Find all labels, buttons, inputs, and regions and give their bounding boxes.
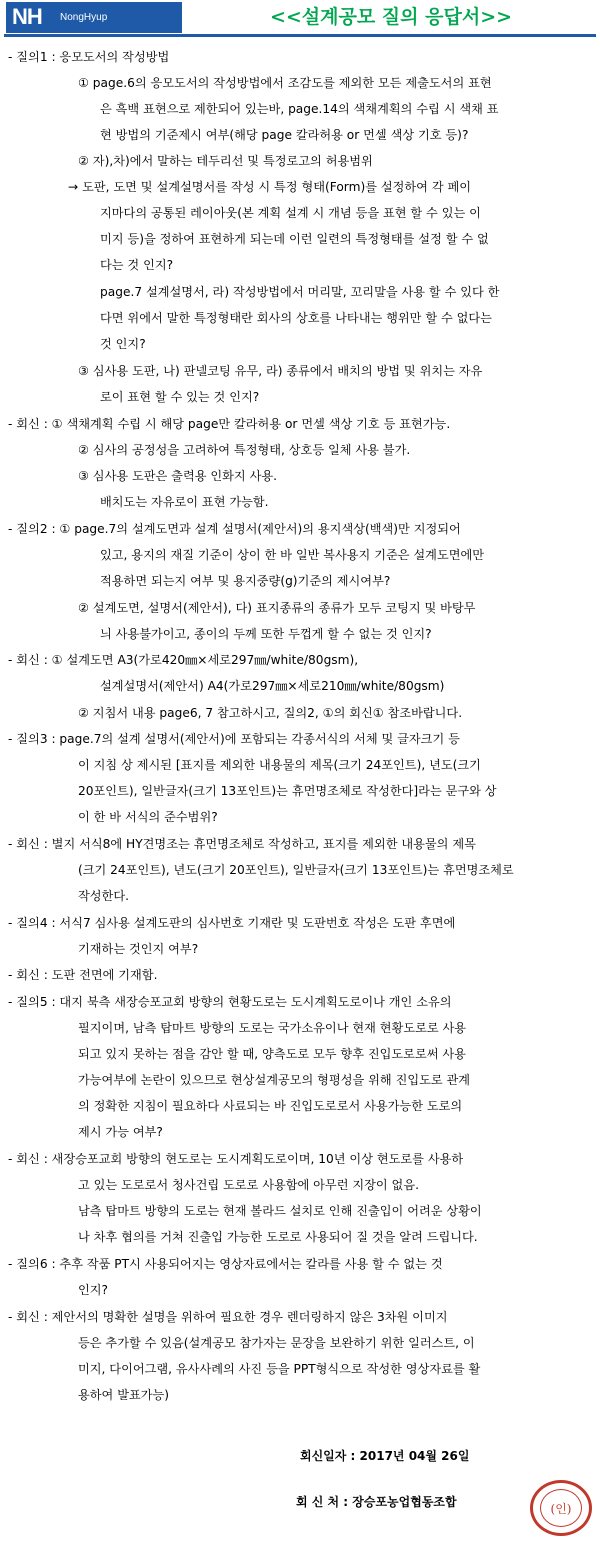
text-line: 현 방법의 기준제시 여부(해당 page 칼라허용 or 먼셀 색상 기호 등)? [100,128,469,142]
logo-subtext: NongHyup [60,12,108,23]
text-line: 남측 탑마트 방향의 도로는 현재 볼라드 설치로 인해 진출입이 어려운 상황이 [78,1204,482,1218]
seal-inner: (인) [540,1489,582,1527]
text-line: 이 한 바 서식의 준수범위? [78,810,218,824]
text-line: - 회신 : 새장승포교회 방향의 현도로는 도시계획도로이며, 10년 이상 현도로를 사용하 [8,1152,464,1166]
text-line: 늬 사용불가이고, 종이의 두께 또한 두껍게 할 수 없는 것 인지? [100,627,432,641]
text-line: ② 심사의 공정성을 고려하여 특정형태, 상호등 일체 사용 불가. [78,443,411,457]
text-line: 제시 가능 여부? [78,1125,163,1139]
text-line: 설계설명서(제안서) A4(가로297㎜×세로210㎜/white/80gsm) [100,679,445,693]
text-line: - 회신 : ① 설계도면 A3(가로420㎜×세로297㎜/white/80gsm), [8,653,359,667]
text-line: 미지, 다이어그램, 유사사례의 사진 등을 PPT형식으로 작성한 영상자료를 활 [78,1362,481,1376]
text-line: 지마다의 공통된 레이아웃(본 계획 설계 시 개념 등을 표현 할 수 있는 이 [100,206,481,220]
text-line: 등은 추가할 수 있음(설계공모 참가자는 문장을 보완하기 위한 일러스트, 이 [78,1336,475,1350]
text-line: 나 차후 협의를 거쳐 진출입 가능한 도로로 사용되어 질 것을 알려 드립니다. [78,1230,478,1244]
text-line: ② 자),차)에서 말하는 테두리선 및 특정로고의 허용범위 [78,154,373,168]
nh-logo [6,2,182,33]
text-line: 의 정확한 지침이 필요하다 사료되는 바 진입도로로서 사용가능한 도로의 [78,1099,463,1113]
text-line: - 회신 : 도판 전면에 기재함. [8,968,158,982]
text-line: 용하여 발표가능) [78,1388,170,1402]
text-line: 로이 표현 할 수 있는 것 인지? [100,390,260,404]
text-line: - 회신 : ① 색채계획 수립 시 해당 page만 칼라허용 or 먼셀 색상 기호 등 표현가능. [8,417,451,431]
reply-from: 회 신 처 : 장승포농업협동조합 [296,1495,457,1509]
text-line: 미지 등)을 정하여 표현하게 되는데 이런 일련의 특정형태를 설정 할 수 없 [100,232,489,246]
text-line: 이 지침 상 제시된 [표지를 제외한 내용물의 제목(크기 24포인트), 년도(크기 [78,758,481,772]
text-line: - 회신 : 제안서의 명확한 설명을 위하여 필요한 경우 렌더링하지 않은 3차원 이미지 [8,1310,448,1324]
text-line: → 도판, 도면 및 설계설명서를 작성 시 특정 형태(Form)를 설정하여 각 페이 [68,180,472,194]
text-line: 배치도는 자유로이 표현 가능함. [100,495,269,509]
text-line: 있고, 용지의 재질 기준이 상이 한 바 일반 복사용지 기준은 설계도면에만 [100,548,485,562]
document-title: <<설계공모 질의 응답서>> [269,6,513,28]
text-line: ① page.6의 응모도서의 작성방법에서 조감도를 제외한 모든 제출도서의 표현 [78,76,492,90]
text-line: - 질의1 : 응모도서의 작성방법 [8,50,170,64]
text-line: - 회신 : 별지 서식8에 HY견명조는 휴먼명조체로 작성하고, 표지를 제외한 내용물의 제목 [8,837,476,851]
text-line: 기재하는 것인지 여부? [78,942,199,956]
text-line: 고 있는 도로로서 청사건립 도로로 사용함에 아무런 지장이 없음. [78,1178,419,1192]
header-divider [4,34,596,37]
text-line: 20포인트), 일반글자(크기 13포인트)는 휴먼명조체로 작성한다]라는 문구와 상 [78,784,497,798]
text-line: ② 지침서 내용 page6, 7 참고하시고, 질의2, ①의 회신① 참조바랍니다. [78,706,463,720]
text-line: 작성한다. [78,889,129,903]
text-line: 되고 있지 못하는 점을 감안 할 때, 양측도로 모두 향후 진입도로로써 사용 [78,1047,466,1061]
text-line: - 질의2 : ① page.7의 설계도면과 설계 설명서(제안서)의 용지색상(백색)만 지정되어 [8,522,461,536]
text-line: 적용하면 되는지 여부 및 용지중량(g)기준의 제시여부? [100,574,391,588]
text-line: ③ 심사용 도판은 출력용 인화지 사용. [78,469,277,483]
logo-mark: NH [12,4,42,29]
text-line: 필지이며, 남측 탑마트 방향의 도로는 국가소유이나 현재 현황도로로 사용 [78,1021,467,1035]
text-line: ③ 심사용 도판, 나) 판넬코팅 유무, 라) 종류에서 배치의 방법 및 위치는 자유 [78,364,483,378]
text-line: - 질의6 : 추후 작품 PT시 사용되어지는 영상자료에서는 칼라를 사용 할 수 없는 것 [8,1257,443,1271]
official-seal [530,1480,592,1536]
text-line: 다는 것 인지? [100,258,174,272]
text-line: - 질의3 : page.7의 설계 설명서(제안서)에 포함되는 각종서식의 서체 및 글자크기 등 [8,732,460,746]
text-line: - 질의5 : 대지 북측 새장승포교회 방향의 현황도로는 도시계획도로이나 개인 소유의 [8,995,452,1009]
text-line: - 질의4 : 서식7 심사용 설계도판의 심사번호 기재란 및 도판번호 작성은 도판 후면에 [8,916,456,930]
reply-date: 회신일자 : 2017년 04월 26일 [300,1449,470,1463]
text-line: 인지? [78,1283,109,1297]
text-line: ② 설계도면, 설명서(제안서), 다) 표지종류의 종류가 모두 코팅지 및 바탕무 [78,601,476,615]
text-line: 은 흑백 표현으로 제한되어 있는바, page.14의 색채계획의 수립 시 색채 표 [100,102,499,116]
text-line: page.7 설계설명서, 라) 작성방법에서 머리말, 꼬리말을 사용 할 수 있다 한 [100,285,500,299]
text-line: 것 인지? [100,337,146,351]
document-header [0,0,600,34]
text-line: (크기 24포인트), 년도(크기 20포인트), 일반글자(크기 13포인트)는 휴먼명조체로 [78,863,514,877]
text-line: 다면 위에서 말한 특정형태란 회사의 상호를 나타내는 행위만 할 수 없다는 [100,311,492,325]
text-line: 가능여부에 논란이 있으므로 현상설계공모의 형평성을 위해 진입도로 관계 [78,1073,471,1087]
